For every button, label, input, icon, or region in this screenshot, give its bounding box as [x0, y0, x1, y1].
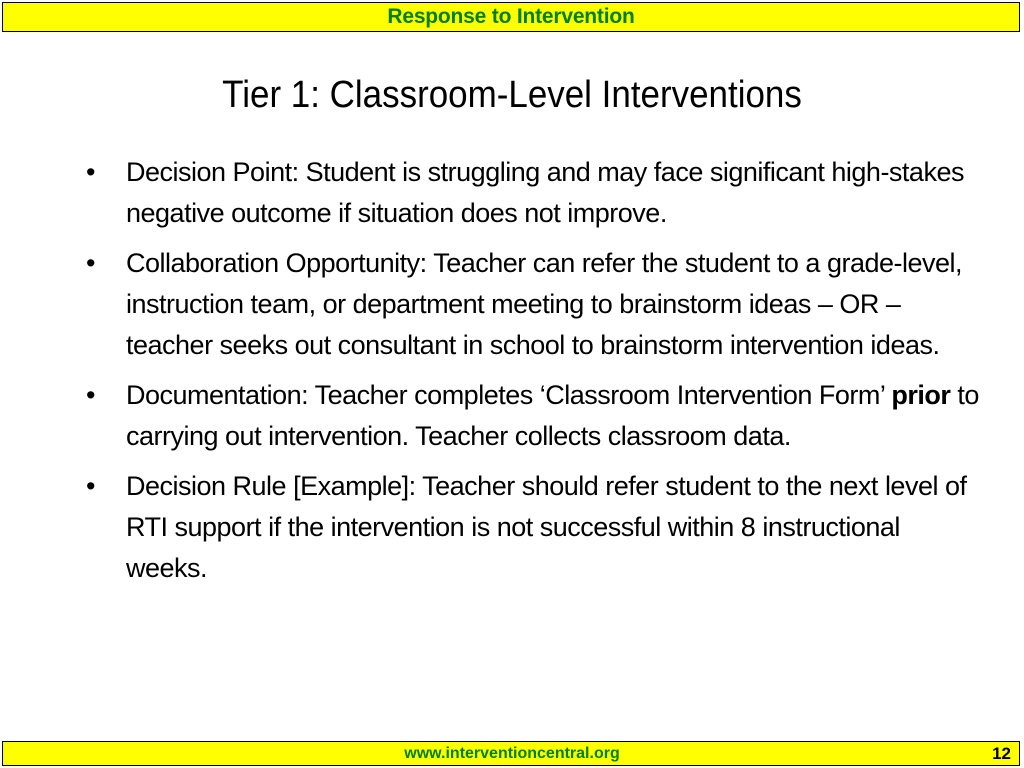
bullet-text-before: Documentation: Teacher completes ‘Classroom Intervention Form’	[126, 380, 892, 410]
bullet-icon: •	[86, 471, 95, 501]
bullet-documentation	[86, 375, 986, 457]
bullet-text: Collaboration Opportunity: Teacher can refer the student to a grade-level, instruction team, or department meeting to brainstorm ideas – OR – teacher seeks out consultant in school to brainstorm intervention ideas.	[126, 248, 963, 360]
bullet-icon: •	[86, 248, 95, 278]
header-title: Response to Intervention	[387, 5, 635, 28]
bullet-decision-rule	[86, 466, 986, 589]
bullet-bold-word: prior	[891, 380, 951, 410]
bullet-icon: •	[86, 380, 95, 410]
bullet-list	[86, 152, 986, 598]
page-number: 12	[992, 744, 1011, 763]
bullet-decision-point	[86, 152, 986, 234]
slide-title: Tier 1: Classroom-Level Interventions	[222, 74, 802, 116]
bullet-icon: •	[86, 157, 95, 187]
bullet-text: Decision Rule [Example]: Teacher should refer student to the next level of RTI support if the intervention is not successful within 8 instructional weeks.	[126, 471, 967, 583]
header-banner	[2, 2, 1020, 32]
bullet-text-after: to carrying out intervention. Teacher collects classroom data.	[126, 380, 979, 451]
bullet-collaboration-opportunity	[86, 243, 986, 366]
bullet-text: Decision Point: Student is struggling and may face significant high-stakes negative outcome if situation does not improve.	[126, 157, 964, 228]
footer-url-link[interactable]: www.interventioncentral.org	[404, 745, 620, 762]
footer-banner	[2, 741, 1020, 766]
